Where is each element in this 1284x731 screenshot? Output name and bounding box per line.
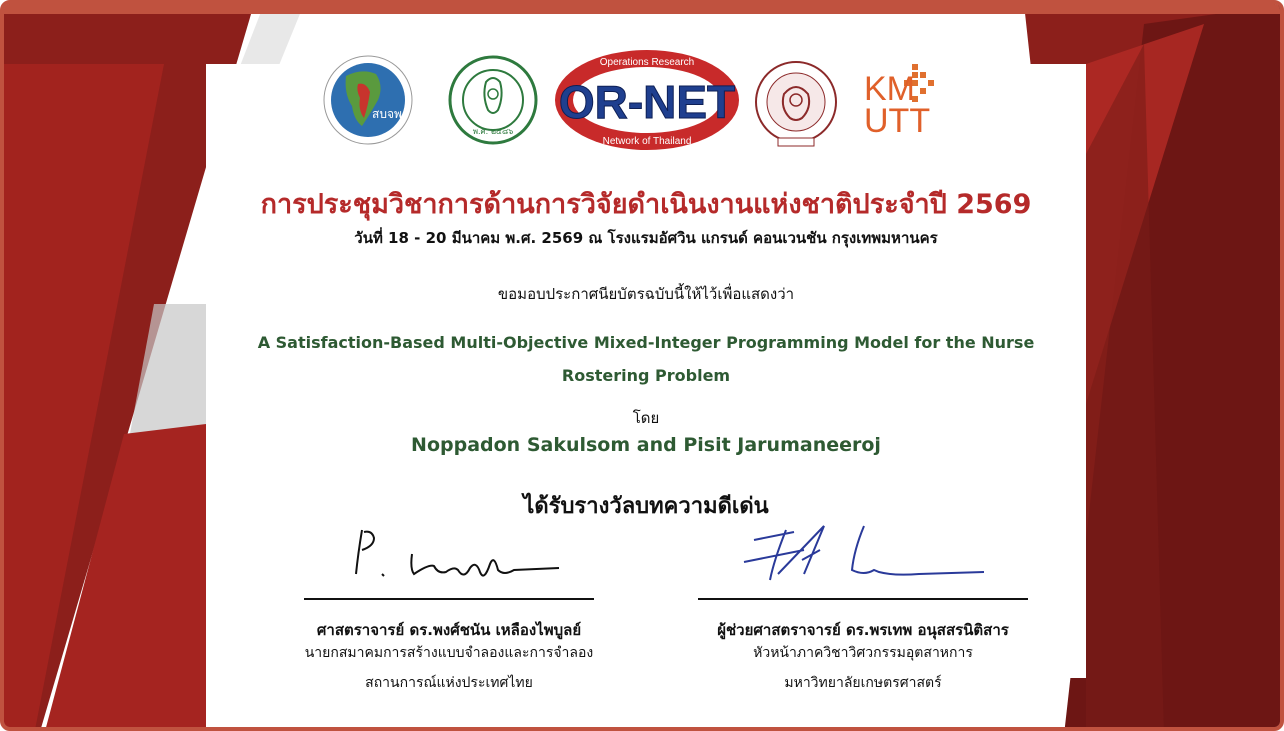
presented-text: ขอมอบประกาศนียบัตรฉบับนี้ให้ไว้เพื่อแสดงว่า — [497, 285, 795, 303]
by-label: โดย — [632, 409, 660, 427]
kmutt-line1: KM — [864, 70, 915, 108]
award-text: ได้รับรางวัลบทความดีเด่น — [523, 494, 769, 519]
signatory-right-role2: มหาวิทยาลัยเกษตรศาสตร์ — [784, 675, 942, 691]
simulation-society-logo — [322, 54, 414, 146]
signature-line-right — [698, 598, 1028, 600]
or-net-logo-bottom: Network of Thailand — [602, 136, 692, 147]
signature-right — [734, 520, 994, 600]
signatory-left-name: ศาสตราจารย์ ดร.พงศ์ชนัน เหลืองไพบูลย์ — [316, 621, 582, 639]
kmutt-dots-icon — [902, 64, 992, 104]
simulation-society-logo-text: สบจพ — [372, 107, 402, 121]
or-net-logo-main: OR-NET — [558, 76, 736, 128]
kmutt-line2: UTT — [864, 102, 931, 140]
engineering-seal-logo — [754, 58, 838, 150]
authors: Noppadon Sakulsom and Pisit Jarumaneeroj — [411, 434, 881, 456]
kasetsart-seal-logo — [448, 54, 538, 146]
conference-dateline: วันที่ 18 - 20 มีนาคม พ.ศ. 2569 ณ โรงแรมอัศวิน แกรนด์ คอนเวนชัน กรุงเทพมหานคร — [354, 229, 938, 247]
paper-title: A Satisfaction-Based Multi-Objective Mixed-Integer Programming Model for the Nurse Rostering Problem — [257, 333, 1035, 385]
or-net-logo-top: Operations Research — [599, 57, 695, 68]
signatory-right-name: ผู้ช่วยศาสตราจารย์ ดร.พรเทพ อนุสสรนิติสาร — [717, 621, 1009, 639]
signature-line-left — [304, 598, 594, 600]
logo-row — [4, 38, 1284, 158]
signatory-left-role2: สถานการณ์แห่งประเทศไทย — [365, 675, 533, 691]
signatory-left-role1: นายกสมาคมการสร้างแบบจำลองและการจำลอง — [304, 645, 594, 661]
kmutt-logo — [862, 64, 962, 154]
kasetsart-seal-sub: พ.ศ. ๒๔๘๖ — [472, 127, 514, 136]
signatory-right-role1: หัวหน้าภาควิชาวิศวกรรมอุตสาหการ — [753, 645, 973, 661]
conference-title: การประชุมวิชาการด้านการวิจัยดำเนินงานแห่งชาติประจำปี 2569 — [260, 189, 1032, 220]
or-net-logo — [552, 48, 742, 152]
signature-left — [334, 524, 574, 594]
